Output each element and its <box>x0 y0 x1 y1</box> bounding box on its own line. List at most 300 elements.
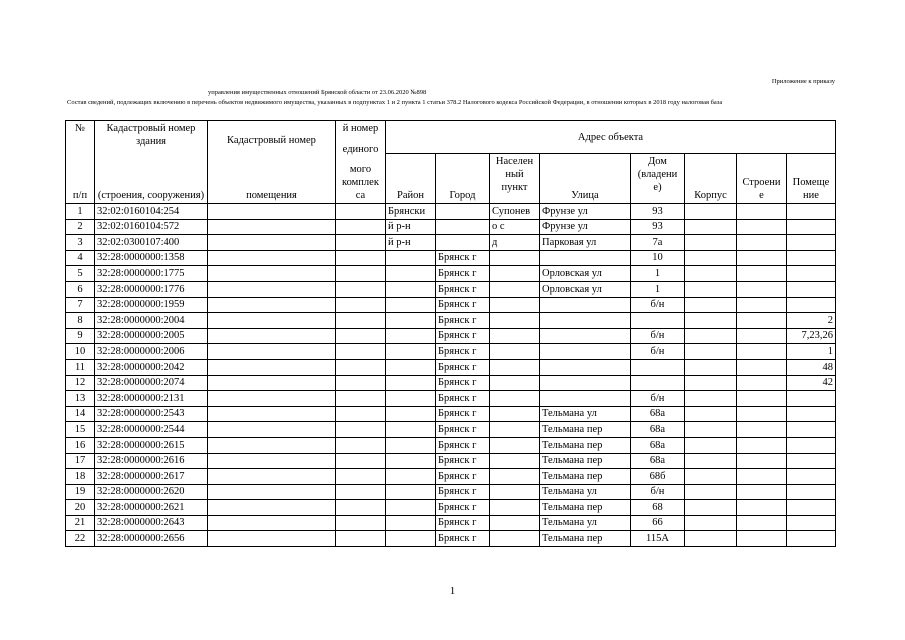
block-cell <box>685 515 737 531</box>
complex-number-cell <box>336 266 386 282</box>
room-cell: 48 <box>787 359 836 375</box>
district-cell <box>386 359 436 375</box>
header-block: Корпус <box>685 154 737 204</box>
district-cell <box>386 344 436 360</box>
row-number: 2 <box>66 219 95 235</box>
row-number: 12 <box>66 375 95 391</box>
room-cadastral-cell <box>208 469 336 485</box>
room-cell: 2 <box>787 313 836 329</box>
building-cell <box>737 266 787 282</box>
building-cell <box>737 531 787 547</box>
city-cell: Брянск г <box>436 500 490 516</box>
order-reference: управления имущественных отношений Брянской области от 23.06.2020 №898 <box>208 89 427 96</box>
house-cell: 68а <box>631 437 685 453</box>
district-cell <box>386 313 436 329</box>
row-number: 8 <box>66 313 95 329</box>
room-cadastral-cell <box>208 531 336 547</box>
settlement-cell <box>490 297 540 313</box>
house-cell: 68а <box>631 406 685 422</box>
settlement-cell: д <box>490 235 540 251</box>
complex-number-cell <box>336 469 386 485</box>
house-cell: 68а <box>631 422 685 438</box>
street-cell: Тельмана ул <box>540 406 631 422</box>
street-cell: Фрунзе ул <box>540 219 631 235</box>
header-house: Дом (владени е) <box>631 154 685 204</box>
house-cell: б/н <box>631 344 685 360</box>
room-cell: 42 <box>787 375 836 391</box>
complex-number-cell <box>336 204 386 220</box>
district-cell <box>386 266 436 282</box>
block-cell <box>685 500 737 516</box>
complex-number-cell <box>336 313 386 329</box>
table-row <box>66 484 836 500</box>
block-cell <box>685 391 737 407</box>
room-cadastral-cell <box>208 281 336 297</box>
room-cell <box>787 422 836 438</box>
district-cell: Брянски <box>386 204 436 220</box>
building-cell <box>737 328 787 344</box>
row-number: 22 <box>66 531 95 547</box>
settlement-cell <box>490 469 540 485</box>
room-cadastral-cell <box>208 359 336 375</box>
document-description: Состав сведений, подлежащих включению в перечень объектов недвижимого имущества, указанных в подпунктах 1 и 2 пункта 1 статьи 378.2 Налогового кодекса Российской Федерации, в отношении которых в 2018 году налоговая база <box>67 99 723 106</box>
street-cell: Тельмана ул <box>540 484 631 500</box>
city-cell: Брянск г <box>436 437 490 453</box>
table-row <box>66 437 836 453</box>
city-cell: Брянск г <box>436 266 490 282</box>
building-cadastral-cell: 32:02:0160104:254 <box>95 204 208 220</box>
table-row <box>66 328 836 344</box>
table-row <box>66 391 836 407</box>
street-cell <box>540 344 631 360</box>
block-cell <box>685 250 737 266</box>
row-number: 5 <box>66 266 95 282</box>
building-cadastral-cell: 32:02:0300107:400 <box>95 235 208 251</box>
building-cadastral-cell: 32:28:0000000:2643 <box>95 515 208 531</box>
row-number: 11 <box>66 359 95 375</box>
table-row <box>66 281 836 297</box>
building-cadastral-cell: 32:28:0000000:2617 <box>95 469 208 485</box>
complex-number-cell <box>336 359 386 375</box>
city-cell: Брянск г <box>436 422 490 438</box>
block-cell <box>685 204 737 220</box>
header-address-group: Адрес объекта <box>386 121 836 154</box>
city-cell: Брянск г <box>436 453 490 469</box>
building-cadastral-cell: 32:28:0000000:2615 <box>95 437 208 453</box>
block-cell <box>685 281 737 297</box>
table-row <box>66 422 836 438</box>
district-cell <box>386 375 436 391</box>
house-cell: 66 <box>631 515 685 531</box>
district-cell <box>386 297 436 313</box>
house-cell: 93 <box>631 204 685 220</box>
complex-number-cell <box>336 406 386 422</box>
room-cadastral-cell <box>208 297 336 313</box>
room-cell <box>787 406 836 422</box>
table-row <box>66 469 836 485</box>
street-cell <box>540 359 631 375</box>
district-cell <box>386 250 436 266</box>
room-cadastral-cell <box>208 422 336 438</box>
district-cell <box>386 453 436 469</box>
house-cell: 68б <box>631 469 685 485</box>
street-cell: Тельмана ул <box>540 515 631 531</box>
settlement-cell: о с <box>490 219 540 235</box>
room-cell <box>787 266 836 282</box>
city-cell: Брянск г <box>436 469 490 485</box>
building-cell <box>737 359 787 375</box>
building-cadastral-cell: 32:28:0000000:1959 <box>95 297 208 313</box>
district-cell <box>386 328 436 344</box>
block-cell <box>685 469 737 485</box>
complex-number-cell <box>336 328 386 344</box>
street-cell: Тельмана пер <box>540 469 631 485</box>
building-cadastral-cell: 32:28:0000000:2656 <box>95 531 208 547</box>
complex-number-cell <box>336 391 386 407</box>
house-cell: б/н <box>631 328 685 344</box>
room-cadastral-cell <box>208 250 336 266</box>
house-cell <box>631 313 685 329</box>
complex-number-cell <box>336 515 386 531</box>
building-cadastral-cell: 32:28:0000000:1358 <box>95 250 208 266</box>
house-cell: 1 <box>631 266 685 282</box>
house-cell: б/н <box>631 391 685 407</box>
building-cell <box>737 391 787 407</box>
complex-number-cell <box>336 422 386 438</box>
room-cadastral-cell <box>208 500 336 516</box>
house-cell: 1 <box>631 281 685 297</box>
building-cell <box>737 344 787 360</box>
table-row <box>66 375 836 391</box>
room-cell <box>787 250 836 266</box>
block-cell <box>685 297 737 313</box>
building-cadastral-cell: 32:28:0000000:2074 <box>95 375 208 391</box>
building-cell <box>737 422 787 438</box>
settlement-cell <box>490 281 540 297</box>
room-cell <box>787 297 836 313</box>
house-cell: 10 <box>631 250 685 266</box>
room-cell <box>787 531 836 547</box>
building-cell <box>737 500 787 516</box>
house-cell <box>631 359 685 375</box>
building-cadastral-cell: 32:28:0000000:2131 <box>95 391 208 407</box>
row-number: 10 <box>66 344 95 360</box>
street-cell: Парковая ул <box>540 235 631 251</box>
table-row <box>66 453 836 469</box>
row-number: 15 <box>66 422 95 438</box>
city-cell: Брянск г <box>436 515 490 531</box>
building-cell <box>737 484 787 500</box>
block-cell <box>685 406 737 422</box>
complex-number-cell <box>336 500 386 516</box>
room-cell <box>787 391 836 407</box>
city-cell: Брянск г <box>436 375 490 391</box>
page-number: 1 <box>449 585 456 597</box>
building-cell <box>737 204 787 220</box>
complex-number-cell <box>336 344 386 360</box>
city-cell: Брянск г <box>436 359 490 375</box>
street-cell: Тельмана пер <box>540 422 631 438</box>
header-settlement: Населен ный пункт <box>490 154 540 204</box>
settlement-cell <box>490 484 540 500</box>
house-cell: б/н <box>631 297 685 313</box>
settlement-cell <box>490 328 540 344</box>
district-cell <box>386 406 436 422</box>
header-room-cadastral: Кадастровый номер помещения <box>208 121 336 204</box>
street-cell: Тельмана пер <box>540 437 631 453</box>
header-district: Район <box>386 154 436 204</box>
room-cell <box>787 235 836 251</box>
building-cadastral-cell: 32:28:0000000:1776 <box>95 281 208 297</box>
city-cell: Брянск г <box>436 281 490 297</box>
city-cell: Брянск г <box>436 391 490 407</box>
row-number: 7 <box>66 297 95 313</box>
house-cell: 7а <box>631 235 685 251</box>
row-number: 3 <box>66 235 95 251</box>
building-cell <box>737 437 787 453</box>
building-cadastral-cell: 32:28:0000000:2620 <box>95 484 208 500</box>
building-cadastral-cell: 32:02:0160104:572 <box>95 219 208 235</box>
settlement-cell <box>490 391 540 407</box>
complex-number-cell <box>336 453 386 469</box>
street-cell <box>540 375 631 391</box>
settlement-cell <box>490 344 540 360</box>
table-row <box>66 515 836 531</box>
table-row <box>66 313 836 329</box>
city-cell: Брянск г <box>436 250 490 266</box>
header-city: Город <box>436 154 490 204</box>
room-cadastral-cell <box>208 235 336 251</box>
complex-number-cell <box>336 375 386 391</box>
room-cadastral-cell <box>208 515 336 531</box>
settlement-cell: Супонев <box>490 204 540 220</box>
settlement-cell <box>490 437 540 453</box>
room-cadastral-cell <box>208 219 336 235</box>
district-cell <box>386 469 436 485</box>
header-number: № п/п <box>66 121 95 204</box>
block-cell <box>685 344 737 360</box>
header-complex-number: й номер единого мого комплек са <box>336 121 386 204</box>
room-cadastral-cell <box>208 266 336 282</box>
street-cell: Тельмана пер <box>540 531 631 547</box>
building-cadastral-cell: 32:28:0000000:2005 <box>95 328 208 344</box>
city-cell: Брянск г <box>436 297 490 313</box>
block-cell <box>685 422 737 438</box>
district-cell <box>386 391 436 407</box>
complex-number-cell <box>336 235 386 251</box>
block-cell <box>685 484 737 500</box>
street-cell <box>540 313 631 329</box>
row-number: 4 <box>66 250 95 266</box>
building-cell <box>737 281 787 297</box>
row-number: 19 <box>66 484 95 500</box>
room-cell <box>787 204 836 220</box>
complex-number-cell <box>336 531 386 547</box>
row-number: 20 <box>66 500 95 516</box>
house-cell <box>631 375 685 391</box>
settlement-cell <box>490 515 540 531</box>
room-cadastral-cell <box>208 328 336 344</box>
building-cell <box>737 406 787 422</box>
row-number: 17 <box>66 453 95 469</box>
table-row <box>66 297 836 313</box>
row-number: 6 <box>66 281 95 297</box>
building-cadastral-cell: 32:28:0000000:2543 <box>95 406 208 422</box>
table-row <box>66 235 836 251</box>
table-row <box>66 500 836 516</box>
city-cell: Брянск г <box>436 406 490 422</box>
table-row <box>66 406 836 422</box>
room-cell <box>787 437 836 453</box>
city-cell <box>436 204 490 220</box>
city-cell: Брянск г <box>436 484 490 500</box>
house-cell: 93 <box>631 219 685 235</box>
table-row <box>66 266 836 282</box>
room-cadastral-cell <box>208 406 336 422</box>
complex-number-cell <box>336 281 386 297</box>
room-cell <box>787 500 836 516</box>
room-cadastral-cell <box>208 437 336 453</box>
room-cell <box>787 281 836 297</box>
city-cell: Брянск г <box>436 313 490 329</box>
room-cell: 1 <box>787 344 836 360</box>
city-cell: Брянск г <box>436 531 490 547</box>
complex-number-cell <box>336 250 386 266</box>
row-number: 14 <box>66 406 95 422</box>
block-cell <box>685 359 737 375</box>
street-cell <box>540 328 631 344</box>
block-cell <box>685 328 737 344</box>
room-cell: 7,23,26 <box>787 328 836 344</box>
district-cell <box>386 515 436 531</box>
building-cell <box>737 219 787 235</box>
block-cell <box>685 235 737 251</box>
district-cell <box>386 500 436 516</box>
building-cadastral-cell: 32:28:0000000:2042 <box>95 359 208 375</box>
building-cadastral-cell: 32:28:0000000:2006 <box>95 344 208 360</box>
appendix-caption: Приложение к приказу <box>771 78 835 85</box>
room-cadastral-cell <box>208 375 336 391</box>
building-cadastral-cell: 32:28:0000000:2004 <box>95 313 208 329</box>
street-cell: Фрунзе ул <box>540 204 631 220</box>
row-number: 18 <box>66 469 95 485</box>
settlement-cell <box>490 359 540 375</box>
room-cadastral-cell <box>208 453 336 469</box>
row-number: 1 <box>66 204 95 220</box>
settlement-cell <box>490 313 540 329</box>
district-cell <box>386 531 436 547</box>
table-row <box>66 344 836 360</box>
settlement-cell <box>490 250 540 266</box>
building-cadastral-cell: 32:28:0000000:2616 <box>95 453 208 469</box>
street-cell <box>540 297 631 313</box>
district-cell: й р-н <box>386 219 436 235</box>
table-row <box>66 219 836 235</box>
building-cell <box>737 250 787 266</box>
house-cell: 115А <box>631 531 685 547</box>
table-row <box>66 204 836 220</box>
room-cadastral-cell <box>208 204 336 220</box>
table-row <box>66 531 836 547</box>
building-cell <box>737 313 787 329</box>
city-cell <box>436 219 490 235</box>
building-cadastral-cell: 32:28:0000000:1775 <box>95 266 208 282</box>
complex-number-cell <box>336 437 386 453</box>
room-cell <box>787 515 836 531</box>
settlement-cell <box>490 500 540 516</box>
city-cell: Брянск г <box>436 328 490 344</box>
district-cell <box>386 484 436 500</box>
block-cell <box>685 453 737 469</box>
house-cell: 68 <box>631 500 685 516</box>
settlement-cell <box>490 266 540 282</box>
room-cadastral-cell <box>208 391 336 407</box>
building-cell <box>737 515 787 531</box>
room-cell <box>787 453 836 469</box>
block-cell <box>685 375 737 391</box>
building-cell <box>737 297 787 313</box>
street-cell: Тельмана пер <box>540 453 631 469</box>
house-cell: б/н <box>631 484 685 500</box>
settlement-cell <box>490 375 540 391</box>
complex-number-cell <box>336 297 386 313</box>
street-cell <box>540 250 631 266</box>
building-cell <box>737 453 787 469</box>
room-cell <box>787 469 836 485</box>
row-number: 13 <box>66 391 95 407</box>
block-cell <box>685 266 737 282</box>
street-cell <box>540 391 631 407</box>
room-cadastral-cell <box>208 344 336 360</box>
street-cell: Орловская ул <box>540 281 631 297</box>
row-number: 9 <box>66 328 95 344</box>
building-cell <box>737 375 787 391</box>
room-cell <box>787 219 836 235</box>
room-cadastral-cell <box>208 484 336 500</box>
block-cell <box>685 437 737 453</box>
table-row <box>66 359 836 375</box>
settlement-cell <box>490 406 540 422</box>
settlement-cell <box>490 531 540 547</box>
complex-number-cell <box>336 484 386 500</box>
header-room: Помеще ние <box>787 154 836 204</box>
street-cell: Орловская ул <box>540 266 631 282</box>
settlement-cell <box>490 422 540 438</box>
header-building-cadastral: Кадастровый номер здания (строения, сооружения) <box>95 121 208 204</box>
district-cell <box>386 281 436 297</box>
settlement-cell <box>490 453 540 469</box>
room-cell <box>787 484 836 500</box>
building-cadastral-cell: 32:28:0000000:2544 <box>95 422 208 438</box>
header-building: Строени е <box>737 154 787 204</box>
building-cadastral-cell: 32:28:0000000:2621 <box>95 500 208 516</box>
objects-table <box>65 120 836 547</box>
room-cadastral-cell <box>208 313 336 329</box>
house-cell: 68а <box>631 453 685 469</box>
block-cell <box>685 313 737 329</box>
complex-number-cell <box>336 219 386 235</box>
street-cell: Тельмана пер <box>540 500 631 516</box>
city-cell <box>436 235 490 251</box>
row-number: 16 <box>66 437 95 453</box>
block-cell <box>685 219 737 235</box>
building-cell <box>737 469 787 485</box>
district-cell: й р-н <box>386 235 436 251</box>
district-cell <box>386 422 436 438</box>
table-row <box>66 250 836 266</box>
block-cell <box>685 531 737 547</box>
city-cell: Брянск г <box>436 344 490 360</box>
